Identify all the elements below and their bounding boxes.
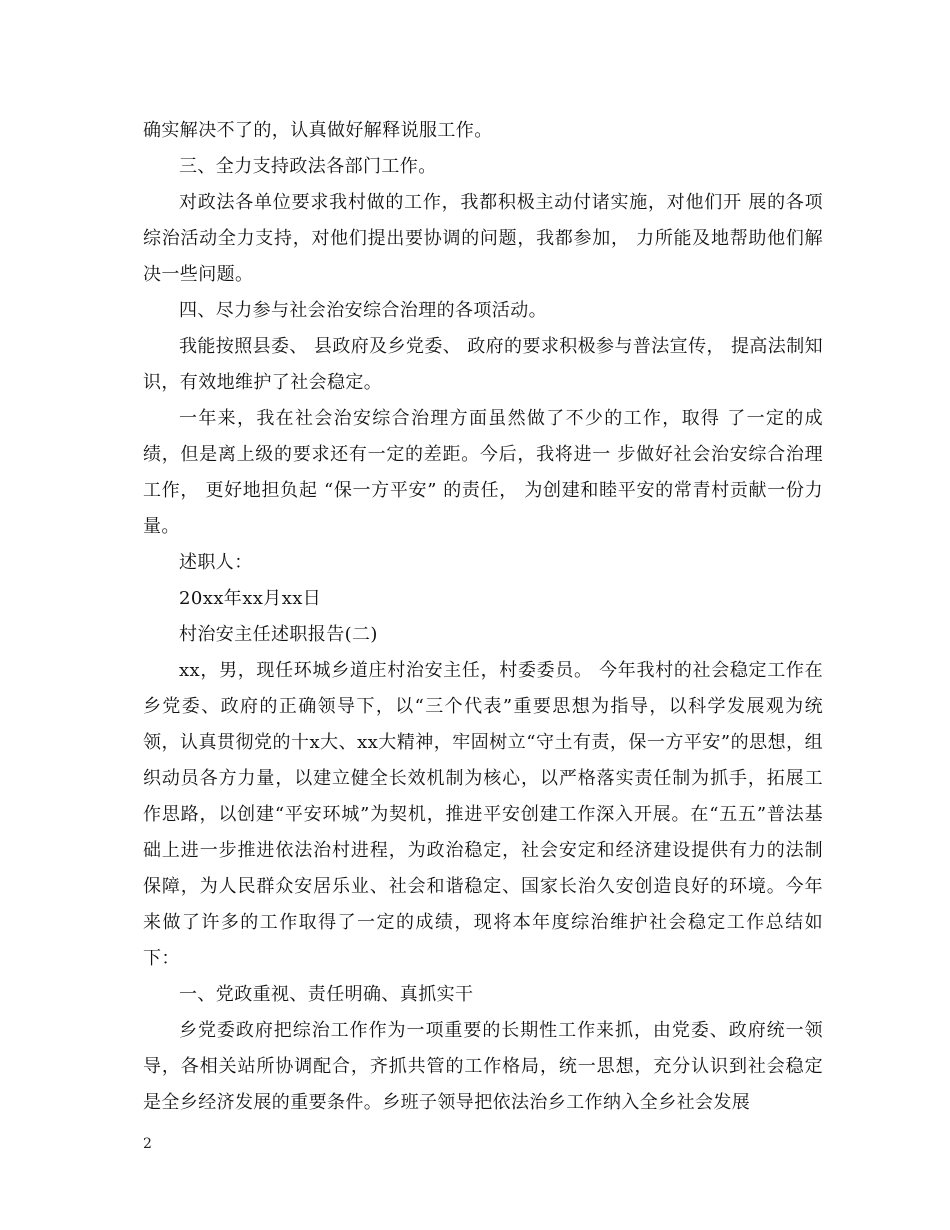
- paragraph: 对政法各单位要求我村做的工作，我都积极主动付诸实施，对他们开 展的各项综治活动全力支持，对他们提出要协调的问题，我都参加， 力所能及地帮助他们解决一些问题。: [143, 192, 823, 285]
- paragraph: xx，男，现任环城乡道庄村治安主任，村委委员。 今年我村的社会稳定工作在乡党委、政府的正确领导下，以“三个代表”重要思想为指导，以科学发展观为统领，认真贯彻党的十x大、xx大精神，牢固树立“守土有责，保一方平安”的思想，组织动员各方力量，以建立健全长效机制为核心，以严格落实责任制为抓手，拓展工作思路，以创建“平安环城”为契机，推进平安创建工作深入开展。在“五五”普法基础上进一步推进依法治村进程，为政治稳定，社会安定和经济建设提供有力的法制保障，为人民群众安居乐业、社会和谐稳定、国家长治久安创造良好的环境。今年来做了许多的工作取得了一定的成绩，现将本年度综治维护社会稳定工作总结如下：: [143, 660, 823, 969]
- paragraph: 一年来，我在社会治安综合治理方面虽然做了不少的工作，取得 了一定的成绩，但是离上级的要求还有一定的差距。今后，我将进一 步做好社会治安综合治理工作， 更好地担负起 “保一方平安” 的责任， 为创建和睦平安的常青村贡献一份力量。: [143, 408, 823, 537]
- report-title: 村治安主任述职报告(二): [179, 624, 378, 645]
- paragraph-continuation: 确实解决不了的，认真做好解释说服工作。: [143, 120, 493, 141]
- paragraph: 乡党委政府把综治工作作为一项重要的长期性工作来抓，由党委、政府统一领导，各相关站所协调配合，齐抓共管的工作格局，统一思想，充分认识到社会稳定是全乡经济发展的重要条件。乡班子领导把依法治乡工作纳入全乡社会发展: [143, 1020, 823, 1113]
- page-number: 2: [143, 1136, 152, 1152]
- section-heading-1: 一、党政重视、责任明确、真抓实干: [179, 984, 474, 1005]
- date-line: 20xx年xx月xx日: [179, 588, 322, 609]
- section-heading-3: 三、全力支持政法各部门工作。: [179, 156, 437, 177]
- document-body: [143, 113, 823, 1121]
- paragraph: 我能按照县委、 县政府及乡党委、 政府的要求积极参与普法宣传， 提高法制知识，有效地维护了社会稳定。: [143, 336, 823, 393]
- section-heading-4: 四、尽力参与社会治安综合治理的各项活动。: [179, 300, 547, 321]
- signature-label: 述职人：: [179, 552, 253, 573]
